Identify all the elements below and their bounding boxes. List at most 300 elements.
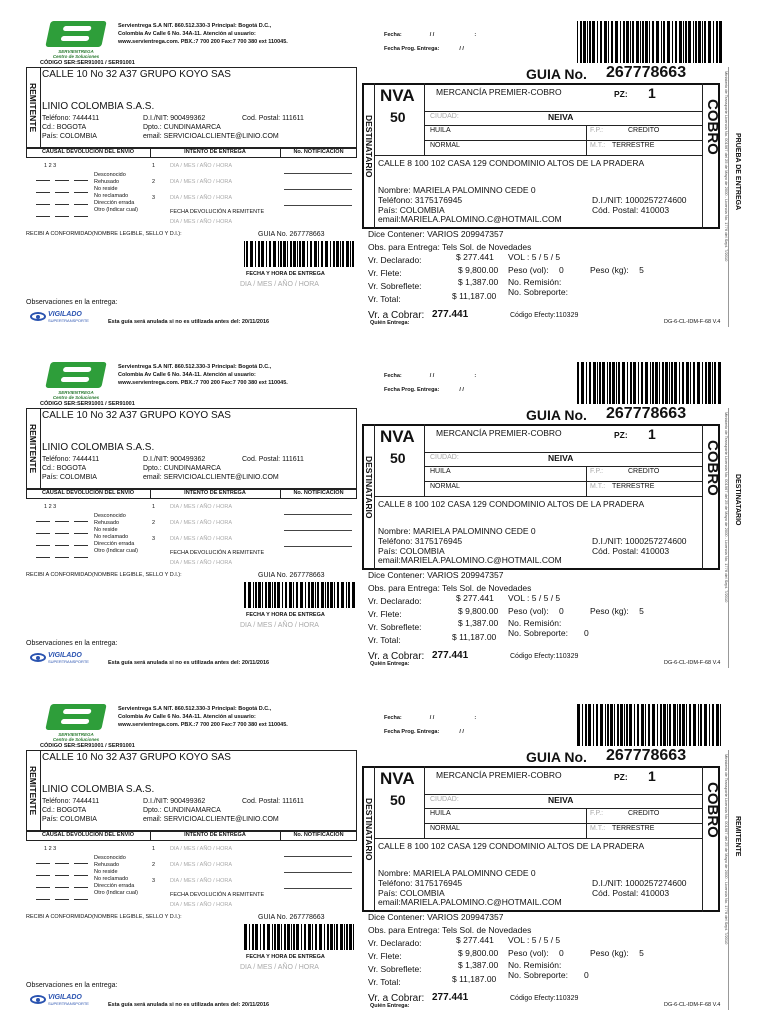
barcode-bar	[307, 241, 308, 267]
fecha-devolucion-label: FECHA DEVOLUCIÓN A REMITENTE	[170, 550, 265, 556]
codigo-ser: CÓDIGO SER:SER91001 / SER91001	[40, 743, 135, 749]
barcode-bar	[310, 241, 312, 267]
barcode-bar	[255, 924, 258, 950]
remitente-telefono: Teléfono: 7444411	[42, 115, 100, 122]
company-header-line1: Servientrega S.A NIT. 860.512.330-3 Principal: Bogotá D.C.,	[118, 364, 272, 370]
obs-entrega: Obs. para Entrega: Tels Sol. de Novedades	[368, 925, 532, 935]
destinatario-label: DESTINATARIO	[364, 456, 374, 519]
barcode-bar	[648, 704, 650, 746]
notificacion-header: No. NOTIFICACION	[293, 832, 344, 838]
codigo-ser: CÓDIGO SER:SER91001 / SER91001	[40, 401, 135, 407]
barcode-bar	[609, 362, 611, 404]
barcode-bar	[321, 241, 323, 267]
attempt-3-date: DIA / MES / AÑO / HORA	[170, 195, 233, 201]
barcode-bar	[327, 924, 329, 950]
destinatario-telefono: Teléfono: 3175176945	[378, 536, 463, 546]
barcode-bar	[253, 582, 254, 608]
barcode-bar	[683, 21, 684, 63]
barcode-bar	[702, 362, 703, 404]
barcode-bar	[577, 704, 580, 746]
fecha-hora-entrega: FECHA Y HORA DE ENTREGA	[246, 954, 325, 960]
barcode-bar	[622, 362, 625, 404]
barcode-bar	[656, 21, 659, 63]
sobreflete-label: Vr. Sobreflete:	[368, 964, 422, 974]
recibi-conformidad: RECIBI A CONFORMIDAD(NOMBRE LEGIBLE, SELLO Y D.I.):	[26, 231, 182, 237]
reason-desconocido: Desconocido	[94, 513, 126, 519]
barcode-bar	[698, 704, 699, 746]
barcode-bar	[580, 21, 582, 63]
remitente-label: REMITENTE	[28, 424, 38, 474]
notificacion-header: No. NOTIFICACION	[293, 149, 344, 155]
barcode-bar	[314, 241, 317, 267]
remitente-cod-postal: Cod. Postal: 111611	[242, 115, 304, 122]
barcode-bar	[282, 582, 283, 608]
barcode-bar	[704, 21, 706, 63]
vigilado-logo: VIGILADO SUPERTRANSPORTE	[30, 652, 94, 664]
barcode-bar	[304, 924, 306, 950]
declarado-label: Vr. Declarado:	[368, 255, 422, 265]
barcode-bar	[346, 924, 348, 950]
remitente-address: CALLE 10 No 32 A37 GRUPO KOYO SAS	[42, 410, 231, 421]
total-value: $ 11,187.00	[452, 632, 497, 642]
barcode-bar	[719, 21, 722, 63]
barcode-large	[577, 362, 723, 404]
barcode-bar	[255, 582, 257, 608]
cobrar-value: 277.441	[432, 309, 469, 320]
attempt-2-date: DIA / MES / AÑO / HORA	[170, 862, 233, 868]
destinatario-pais: País: COLOMBIA	[378, 546, 445, 556]
sobreporte-value: 0	[584, 970, 589, 980]
barcode-bar	[589, 21, 591, 63]
attempt-1-date: DIA / MES / AÑO / HORA	[170, 163, 233, 169]
barcode-bar	[321, 582, 324, 608]
barcode-bar	[624, 704, 625, 746]
barcode-bar	[645, 704, 646, 746]
quien-entrega: Quién Entrega:	[370, 320, 410, 326]
pz-label: PZ:	[614, 772, 628, 782]
sobreporte-label: No. Sobreporte:	[508, 970, 569, 980]
destinatario-address: CALLE 8 100 102 CASA 129 CONDOMINIO ALTOS DE LA PRADERA	[378, 841, 645, 851]
destinatario-cod-postal: Cód. Postal: 410003	[592, 205, 670, 215]
barcode-bar	[689, 704, 691, 746]
barcode-bar	[258, 241, 260, 267]
causal-reasons	[94, 855, 138, 897]
barcode-bar	[302, 241, 305, 267]
barcode-bar	[353, 924, 354, 950]
barcode-bar	[679, 362, 680, 404]
reason-otro: Otro (Indicar cual)	[94, 548, 139, 554]
barcode-bar	[600, 21, 602, 63]
barcode-bar	[308, 582, 310, 608]
barcode-bar	[588, 704, 591, 746]
attempt-2-date: DIA / MES / AÑO / HORA	[170, 520, 233, 526]
destinatario-nombre: Nombre: MARIELA PALOMINNO CEDE 0	[378, 868, 536, 878]
destinatario-nombre: Nombre: MARIELA PALOMINNO CEDE 0	[378, 185, 536, 195]
fp-label: F.P.:	[590, 810, 604, 817]
ministerio-legal-text: Ministerio de Transporte Licencia No. 001967 del 25 de Mayo de 2000 - Licencia No. 1776 del Sept. 7/2010	[724, 412, 729, 603]
remitente-label: REMITENTE	[28, 766, 38, 816]
dice-contener: Dice Contener: VARIOS 209947357	[368, 229, 504, 239]
barcode-small	[244, 241, 356, 267]
observaciones-label: Observaciones en la entrega:	[26, 640, 118, 647]
attempt-1: 1	[152, 504, 156, 510]
service-nva: NVA	[380, 427, 415, 446]
barcode-bar	[686, 362, 689, 404]
mt-label: M.T.:	[590, 483, 606, 490]
barcode-bar	[602, 362, 605, 404]
pz-label: PZ:	[614, 430, 628, 440]
barcode-bar	[633, 362, 636, 404]
guia-small: GUIA No. 267778663	[258, 231, 325, 238]
fecha-field: Fecha: / / :	[384, 32, 477, 38]
shipping-label-copy	[0, 344, 768, 682]
barcode-bar	[657, 704, 658, 746]
flete-label: Vr. Flete:	[368, 609, 402, 619]
barcode-bar	[285, 582, 287, 608]
servientrega-logo	[40, 21, 112, 59]
barcode-bar	[652, 21, 654, 63]
form-code: DG-6-CL-IDM-F-68 V.4	[664, 1002, 721, 1008]
barcode-bar	[669, 362, 670, 404]
servientrega-logo-icon	[45, 21, 107, 47]
company-header	[118, 705, 288, 729]
peso-kg: Peso (kg): 5	[590, 606, 644, 616]
barcode-bar	[244, 241, 245, 267]
barcode-bar	[274, 924, 276, 950]
barcode-bar	[640, 21, 641, 63]
barcode-small	[244, 582, 356, 608]
cobro-label: COBRO	[704, 99, 721, 155]
cobrar-value: 277.441	[432, 992, 469, 1003]
fecha-hora-entrega: FECHA Y HORA DE ENTREGA	[246, 612, 325, 618]
barcode-bar	[655, 362, 658, 404]
causal-header: CAUSAL DEVOLUCIÓN DEL ENVIO	[41, 149, 135, 155]
attempt-3-date: DIA / MES / AÑO / HORA	[170, 878, 233, 884]
barcode-bar	[714, 362, 716, 404]
barcode-bar	[327, 582, 329, 608]
reason-otro: Otro (Indicar cual)	[94, 207, 139, 213]
barcode-bar	[293, 924, 295, 950]
mt-value: TERRESTRE	[612, 142, 655, 149]
fecha-field: Fecha: / / :	[384, 715, 477, 721]
dice-contener: Dice Contener: VARIOS 209947357	[368, 912, 504, 922]
barcode-bar	[252, 924, 254, 950]
guia-label: GUIA No.	[526, 66, 587, 82]
codigo-ser: CÓDIGO SER:SER91001 / SER91001	[40, 60, 135, 66]
pz-value: 1	[648, 426, 656, 442]
barcode-bar	[629, 704, 632, 746]
barcode-bar	[581, 362, 584, 404]
barcode-bar	[674, 362, 677, 404]
barcode-bar	[638, 362, 639, 404]
barcode-bar	[607, 704, 609, 746]
notificacion-header: No. NOTIFICACION	[293, 490, 344, 496]
cobrar-label: Vr. a Cobrar:	[368, 310, 425, 321]
barcode-bar	[265, 582, 267, 608]
barcode-bar	[679, 704, 681, 746]
attempt-1-date: DIA / MES / AÑO / HORA	[170, 504, 233, 510]
vol-field: VOL : 5 / 5 / 5	[508, 252, 561, 262]
remitente-label: REMITENTE	[28, 83, 38, 133]
peso-vol: Peso (vol): 0	[508, 948, 564, 958]
quien-entrega: Quién Entrega:	[370, 1003, 410, 1009]
barcode-bar	[311, 582, 314, 608]
pz-value: 1	[648, 85, 656, 101]
departamento-value: HUILA	[430, 127, 451, 134]
barcode-bar	[284, 924, 286, 950]
total-label: Vr. Total:	[368, 635, 401, 645]
barcode-bar	[348, 582, 350, 608]
remitente-pais: País: COLOMBIA	[42, 816, 97, 823]
barcode-bar	[346, 582, 347, 608]
barcode-bar	[695, 21, 697, 63]
fecha-devolucion-label: FECHA DEVOLUCIÓN A REMITENTE	[170, 209, 265, 215]
cobro-label: COBRO	[704, 440, 721, 496]
reason-desconocido: Desconocido	[94, 855, 126, 861]
barcode-bar	[582, 704, 583, 746]
barcode-bar	[324, 924, 325, 950]
barcode-bar	[287, 241, 288, 267]
barcode-bar	[293, 582, 294, 608]
barcode-bar	[289, 582, 292, 608]
company-header-line2: Colombia Av Calle 6 No. 34A-11. Atención al usuario:	[118, 31, 256, 37]
anulada-notice: Esta guía será anulada si no es utilizada antes del: 20/11/2016	[108, 660, 270, 666]
barcode-bar	[716, 21, 718, 63]
flete-label: Vr. Flete:	[368, 951, 402, 961]
service-nva-number: 50	[390, 109, 406, 125]
barcode-bar	[690, 362, 691, 404]
barcode-bar	[702, 21, 703, 63]
destinatario-pais: País: COLOMBIA	[378, 888, 445, 898]
sobreflete-label: Vr. Sobreflete:	[368, 281, 422, 291]
entrega-date-fields: DIA / MES / AÑO / HORA	[240, 281, 319, 288]
company-header-line3: www.servientrega.com. PBX.:7 700 200 Fax:7 700 380 ext 110045.	[118, 39, 288, 45]
remitente-dpto: Dpto.: CUNDINAMARCA	[143, 124, 221, 131]
barcode-large	[577, 704, 723, 746]
destinatario-telefono: Teléfono: 3175176945	[378, 195, 463, 205]
barcode-bar	[325, 241, 328, 267]
attempt-3: 3	[152, 878, 156, 884]
barcode-bar	[305, 582, 306, 608]
flete-label: Vr. Flete:	[368, 268, 402, 278]
reason-no-reside: No reside	[94, 186, 118, 192]
reason-desconocido: Desconocido	[94, 172, 126, 178]
pz-value: 1	[648, 768, 656, 784]
obs-entrega: Obs. para Entrega: Tels Sol. de Novedades	[368, 583, 532, 593]
barcode-bar	[669, 704, 671, 746]
recibi-conformidad: RECIBI A CONFORMIDAD(NOMBRE LEGIBLE, SELLO Y D.I.):	[26, 914, 182, 920]
attempt-2-date: DIA / MES / AÑO / HORA	[170, 179, 233, 185]
barcode-bar	[248, 582, 251, 608]
barcode-bar	[280, 241, 282, 267]
barcode-bar	[330, 582, 333, 608]
attempt-2: 2	[152, 179, 156, 185]
remitente-name: LINIO COLOMBIA S.A.S.	[42, 784, 155, 795]
remision-label: No. Remisión:	[508, 960, 562, 970]
barcode-bar	[352, 241, 354, 267]
remitente-dinit: D.I./NIT: 900499362	[143, 115, 206, 122]
destinatario-dinit: D.I./NIT: 1000257274600	[592, 878, 687, 888]
fecha-prog-field: Fecha Prog. Entrega: / /	[384, 729, 464, 735]
anulada-notice: Esta guía será anulada si no es utilizada antes del: 20/11/2016	[108, 1002, 270, 1008]
barcode-bar	[325, 582, 326, 608]
sobreporte-label: No. Sobreporte:	[508, 287, 569, 297]
service-nva: NVA	[380, 86, 415, 105]
barcode-bar	[682, 704, 685, 746]
barcode-bar	[592, 21, 595, 63]
barcode-bar	[291, 924, 292, 950]
barcode-bar	[634, 704, 635, 746]
fecha-prog-field: Fecha Prog. Entrega: / /	[384, 387, 464, 393]
service-nva-number: 50	[390, 792, 406, 808]
causal-numbers: 1 2 3	[44, 163, 57, 169]
barcode-bar	[334, 582, 335, 608]
destinatario-email: email:MARIELA.PALOMINO.C@HOTMAIL.COM	[378, 214, 562, 224]
reason-direccion-errada: Dirección errada	[94, 541, 135, 547]
barcode-bar	[312, 924, 313, 950]
ciudad-value: NEIVA	[548, 112, 574, 122]
barcode-bar	[330, 924, 333, 950]
barcode-bar	[627, 362, 628, 404]
attempt-3-date: DIA / MES / AÑO / HORA	[170, 536, 233, 542]
barcode-bar	[605, 704, 606, 746]
servientrega-logo	[40, 704, 112, 742]
barcode-bar	[277, 582, 280, 608]
barcode-bar	[266, 241, 267, 267]
mercancia-type: MERCANCÍA PREMIER-COBRO	[436, 87, 562, 97]
barcode-bar	[685, 21, 687, 63]
mercancia-type: MERCANCÍA PREMIER-COBRO	[436, 428, 562, 438]
barcode-bar	[577, 21, 578, 63]
remitente-cod-postal: Cod. Postal: 111611	[242, 456, 304, 463]
recibi-conformidad: RECIBI A CONFORMIDAD(NOMBRE LEGIBLE, SELLO Y D.I.):	[26, 572, 182, 578]
barcode-bar	[258, 582, 261, 608]
barcode-bar	[675, 21, 677, 63]
mt-label: M.T.:	[590, 142, 606, 149]
attempt-2: 2	[152, 862, 156, 868]
attempt-1: 1	[152, 163, 156, 169]
barcode-bar	[704, 704, 707, 746]
barcode-bar	[244, 582, 246, 608]
barcode-bar	[583, 21, 586, 63]
barcode-bar	[262, 582, 263, 608]
destinatario-label: DESTINATARIO	[364, 798, 374, 861]
destinatario-address: CALLE 8 100 102 CASA 129 CONDOMINIO ALTOS DE LA PRADERA	[378, 499, 645, 509]
remitente-dpto: Dpto.: CUNDINAMARCA	[143, 465, 221, 472]
company-header	[118, 363, 288, 387]
barcode-bar	[296, 582, 298, 608]
departamento-value: HUILA	[430, 810, 451, 817]
tipo-envio: NORMAL	[430, 825, 460, 832]
mt-value: TERRESTRE	[612, 825, 655, 832]
eye-icon	[30, 995, 46, 1004]
company-header-line2: Colombia Av Calle 6 No. 34A-11. Atención al usuario:	[118, 714, 256, 720]
copy-type-label: DESTINATARIO	[734, 474, 741, 526]
cobrar-label: Vr. a Cobrar:	[368, 651, 425, 662]
logo-tagline: Centro de Soluciones	[52, 54, 100, 59]
barcode-bar	[614, 704, 615, 746]
ministerio-legal-text: Ministerio de Transporte Licencia No. 001967 del 25 de Mayo de 2000 - Licencia No. 1776 del Sept. 7/2010	[724, 754, 729, 945]
sobreflete-value: $ 1,387.00	[458, 277, 499, 287]
barcode-bar	[698, 21, 701, 63]
barcode-bar	[662, 362, 664, 404]
remitente-pais: País: COLOMBIA	[42, 133, 97, 140]
destinatario-email: email:MARIELA.PALOMINO.C@HOTMAIL.COM	[378, 897, 562, 907]
total-label: Vr. Total:	[368, 294, 401, 304]
barcode-bar	[297, 241, 298, 267]
remitente-email: email: SERVICIOALCLIENTE@LINIO.COM	[143, 474, 279, 481]
barcode-bar	[645, 362, 648, 404]
barcode-bar	[663, 21, 665, 63]
copy-type-label: REMITENTE	[734, 816, 741, 857]
mercancia-type: MERCANCÍA PREMIER-COBRO	[436, 770, 562, 780]
total-value: $ 11,187.00	[452, 291, 497, 301]
barcode-bar	[720, 704, 721, 746]
remitente-address: CALLE 10 No 32 A37 GRUPO KOYO SAS	[42, 752, 231, 763]
barcode-bar	[705, 362, 707, 404]
form-code: DG-6-CL-IDM-F-68 V.4	[664, 319, 721, 325]
barcode-bar	[718, 362, 721, 404]
barcode-bar	[667, 21, 670, 63]
reason-otro: Otro (Indicar cual)	[94, 890, 139, 896]
devolucion-date: DIA / MES / AÑO / HORA	[170, 902, 233, 908]
copy-type-label: PRUEBA DE ENTREGA	[734, 133, 741, 211]
barcode-bar	[246, 241, 248, 267]
quien-entrega: Quién Entrega:	[370, 661, 410, 667]
devolucion-date: DIA / MES / AÑO / HORA	[170, 219, 233, 225]
remitente-cd: Cd.: BOGOTA	[42, 465, 87, 472]
attempt-3: 3	[152, 536, 156, 542]
barcode-bar	[665, 362, 668, 404]
barcode-bar	[587, 21, 588, 63]
barcode-bar	[593, 362, 596, 404]
barcode-bar	[334, 924, 335, 950]
barcode-bar	[673, 704, 676, 746]
barcode-bar	[626, 21, 629, 63]
barcode-bar	[620, 21, 621, 63]
tipo-envio: NORMAL	[430, 483, 460, 490]
destinatario-address: CALLE 8 100 102 CASA 129 CONDOMINIO ALTOS DE LA PRADERA	[378, 158, 645, 168]
barcode-bar	[278, 241, 279, 267]
remitente-name: LINIO COLOMBIA S.A.S.	[42, 101, 155, 112]
barcode-bar	[611, 21, 613, 63]
reason-no-reside: No reside	[94, 869, 118, 875]
barcode-bar	[660, 704, 662, 746]
barcode-bar	[693, 362, 695, 404]
servientrega-logo-icon	[45, 362, 107, 388]
barcode-bar	[273, 241, 276, 267]
barcode-bar	[281, 924, 282, 950]
ciudad-label: CIUDAD:	[430, 113, 459, 120]
barcode-bar	[255, 241, 256, 267]
remitente-address: CALLE 10 No 32 A37 GRUPO KOYO SAS	[42, 69, 231, 80]
barcode-bar	[630, 362, 632, 404]
barcode-bar	[296, 924, 299, 950]
remitente-dinit: D.I./NIT: 900499362	[143, 798, 206, 805]
barcode-bar	[336, 924, 338, 950]
barcode-bar	[596, 704, 598, 746]
barcode-bar	[688, 21, 691, 63]
peso-kg: Peso (kg): 5	[590, 948, 644, 958]
barcode-bar	[637, 704, 639, 746]
cobrar-value: 277.441	[432, 650, 469, 661]
guia-number: 267778663	[606, 405, 687, 422]
destinatario-dinit: D.I./NIT: 1000257274600	[592, 195, 687, 205]
barcode-bar	[593, 704, 594, 746]
intento-header: INTENTO DE ENTREGA	[184, 832, 246, 838]
remitente-name: LINIO COLOMBIA S.A.S.	[42, 442, 155, 453]
flete-value: $ 9,800.00	[458, 948, 499, 958]
